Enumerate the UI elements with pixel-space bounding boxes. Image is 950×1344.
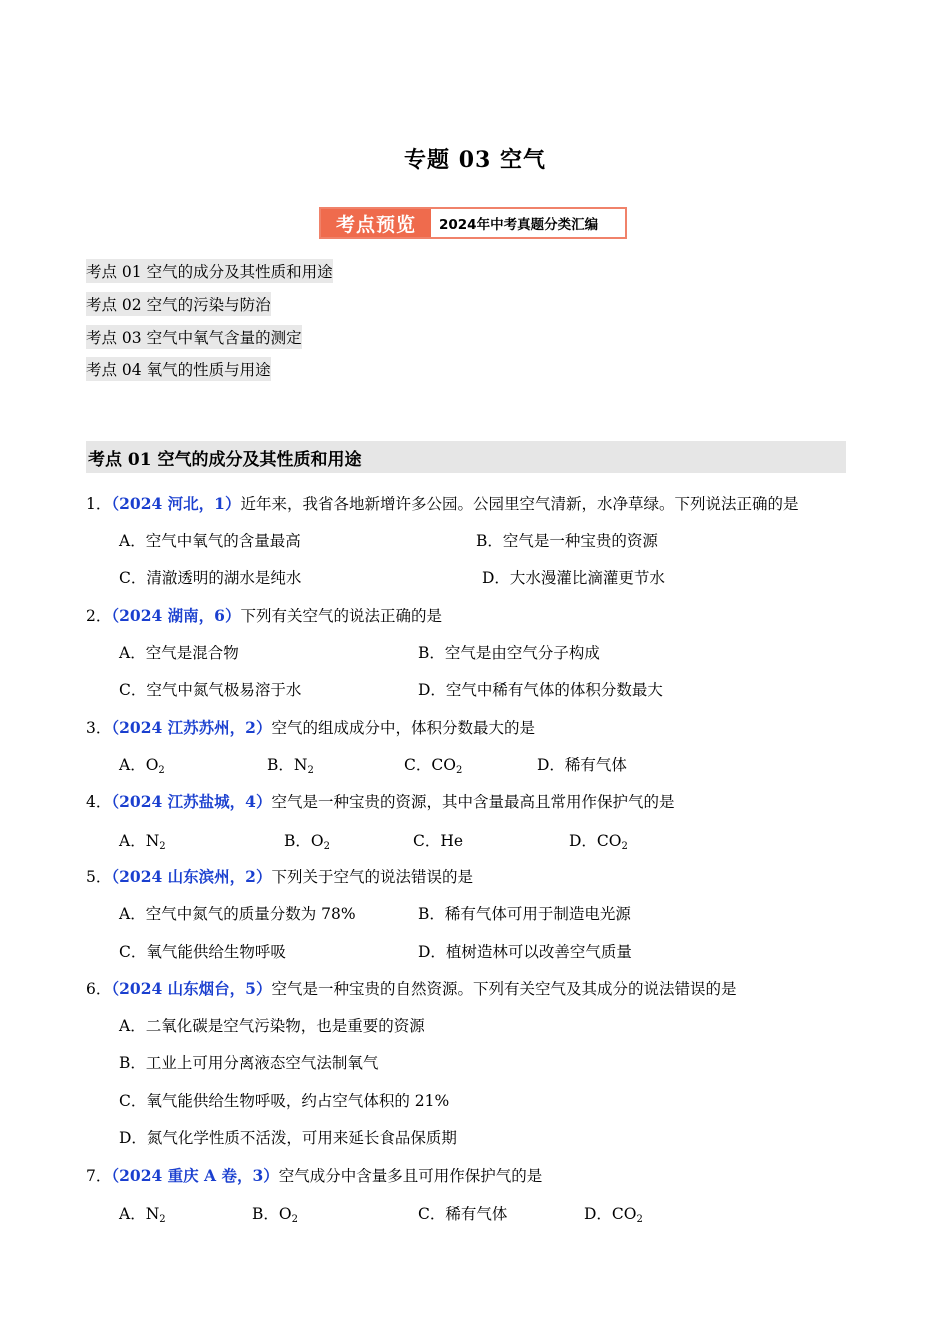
option-c: C．He bbox=[413, 832, 464, 850]
option-c: C．$CO_2$ bbox=[404, 756, 463, 776]
page-title: 专题 03 空气 bbox=[404, 147, 546, 173]
question-1 bbox=[86, 492, 798, 514]
section-heading bbox=[86, 441, 846, 473]
option-d: D．大水漫灌比滴灌更节水 bbox=[482, 569, 665, 587]
question-stem: 空气成分中含量多且可用作保护气的是 bbox=[278, 1167, 543, 1185]
toc-item-02[interactable]: 考点 02 空气的污染与防治 bbox=[86, 292, 271, 316]
option-b: B．工业上可用分离液态空气法制氧气 bbox=[119, 1054, 379, 1072]
option-b: B．$N_2$ bbox=[267, 756, 314, 776]
banner-label: 考点预览 bbox=[321, 209, 431, 237]
question-source: （2024 重庆 A 卷，3） bbox=[111, 1166, 279, 1185]
option-b: B．$O_2$ bbox=[284, 832, 330, 852]
question-stem: 下列有关空气的说法正确的是 bbox=[240, 607, 442, 625]
option-b: B．$O_2$ bbox=[252, 1205, 298, 1225]
question-3 bbox=[86, 716, 535, 738]
question-source: （2024 江苏盐城，4） bbox=[111, 792, 272, 811]
question-source: （2024 江苏苏州，2） bbox=[111, 718, 272, 737]
option-a: A．$N_2$ bbox=[119, 832, 166, 852]
option-a: A．$N_2$ bbox=[119, 1205, 166, 1225]
toc-item-03[interactable]: 考点 03 空气中氧气含量的测定 bbox=[86, 325, 302, 349]
question-stem: 空气是一种宝贵的资源，其中含量最高且常用作保护气的是 bbox=[271, 793, 675, 811]
question-4 bbox=[86, 790, 674, 812]
option-d: D．稀有气体 bbox=[537, 756, 627, 774]
question-source: （2024 河北，1） bbox=[111, 494, 241, 513]
option-c: C．空气中氮气极易溶于水 bbox=[119, 681, 302, 699]
option-d: D．植树造林可以改善空气质量 bbox=[418, 943, 632, 961]
option-c: C．清澈透明的湖水是纯水 bbox=[119, 569, 302, 587]
option-b: B．空气是一种宝贵的资源 bbox=[476, 532, 658, 550]
option-a: A．空气中氧气的含量最高 bbox=[119, 532, 301, 550]
question-2 bbox=[86, 604, 442, 626]
option-b: B．稀有气体可用于制造电光源 bbox=[418, 905, 631, 923]
option-d: D．空气中稀有气体的体积分数最大 bbox=[418, 681, 663, 699]
question-source: （2024 湖南，6） bbox=[111, 606, 241, 625]
section-heading-text: 考点 01 空气的成分及其性质和用途 bbox=[88, 449, 362, 470]
question-stem: 下列关于空气的说法错误的是 bbox=[271, 868, 473, 886]
option-d: D．氮气化学性质不活泼，可用来延长食品保质期 bbox=[119, 1129, 457, 1147]
option-c: C．氧气能供给生物呼吸 bbox=[119, 943, 286, 961]
question-stem: 空气的组成成分中，体积分数最大的是 bbox=[271, 719, 535, 737]
question-number: 5． bbox=[86, 868, 112, 886]
option-d: D．$CO_2$ bbox=[584, 1205, 643, 1225]
question-number: 2． bbox=[86, 607, 112, 625]
toc-item-04[interactable]: 考点 04 氧气的性质与用途 bbox=[86, 357, 271, 381]
option-c: C．稀有气体 bbox=[418, 1205, 508, 1223]
option-a: A．空气中氮气的质量分数为 78% bbox=[119, 905, 356, 923]
question-5 bbox=[86, 865, 473, 887]
question-number: 7． bbox=[86, 1167, 112, 1185]
question-stem: 近年来，我省各地新增许多公园。公园里空气清新，水净草绿。下列说法正确的是 bbox=[240, 495, 799, 513]
question-number: 6． bbox=[86, 980, 112, 998]
option-a: A．$O_2$ bbox=[119, 756, 165, 776]
option-d: D．$CO_2$ bbox=[569, 832, 628, 852]
question-number: 3． bbox=[86, 719, 112, 737]
question-7 bbox=[86, 1164, 542, 1186]
option-a: A．空气是混合物 bbox=[119, 644, 239, 662]
question-source: （2024 山东烟台，5） bbox=[111, 979, 272, 998]
preview-banner bbox=[319, 207, 627, 239]
question-source: （2024 山东滨州，2） bbox=[111, 867, 272, 886]
toc-item-01[interactable]: 考点 01 空气的成分及其性质和用途 bbox=[86, 259, 333, 283]
option-b: B．空气是由空气分子构成 bbox=[418, 644, 600, 662]
question-number: 1． bbox=[86, 495, 112, 513]
banner-subtitle: 2024年中考真题分类汇编 bbox=[439, 217, 599, 233]
option-a: A．二氧化碳是空气污染物，也是重要的资源 bbox=[119, 1017, 425, 1035]
question-number: 4． bbox=[86, 793, 112, 811]
question-stem: 空气是一种宝贵的自然资源。下列有关空气及其成分的说法错误的是 bbox=[271, 980, 737, 998]
question-6 bbox=[86, 977, 736, 999]
option-c: C．氧气能供给生物呼吸，约占空气体积的 21% bbox=[119, 1092, 450, 1110]
